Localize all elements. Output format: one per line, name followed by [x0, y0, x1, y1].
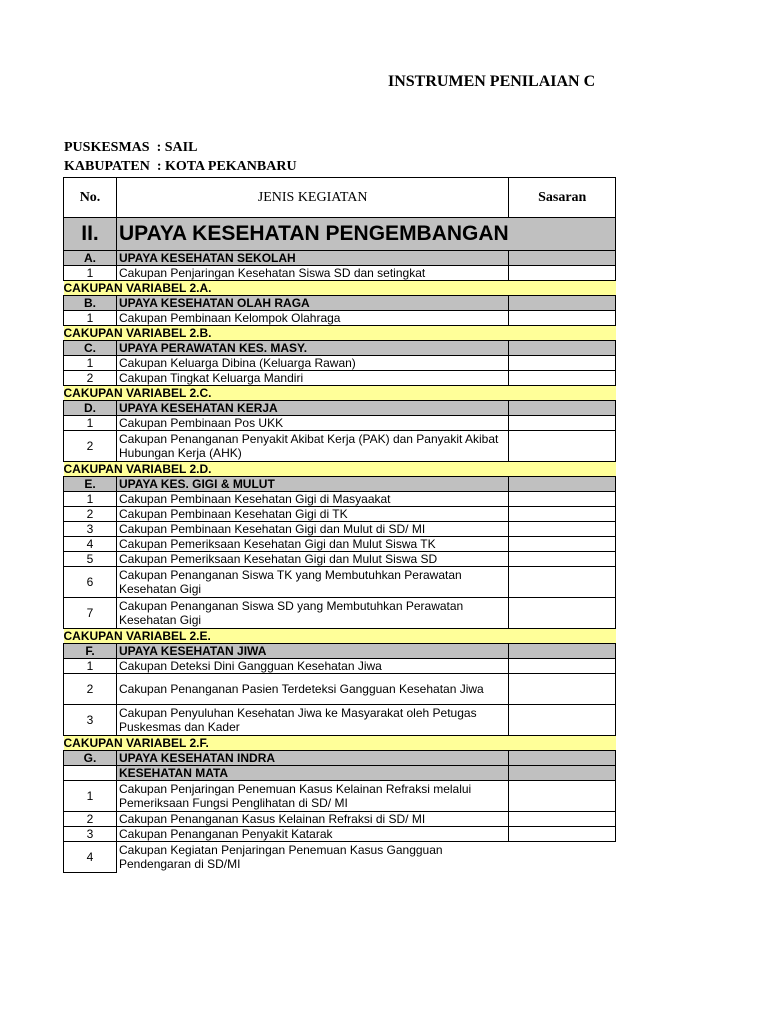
row-number: 2	[64, 674, 117, 705]
cakupan-variabel-label: CAKUPAN VARIABEL 2.D.	[64, 462, 616, 477]
sasaran-cell	[509, 477, 616, 492]
sasaran-cell	[509, 296, 616, 311]
activity-row	[64, 356, 616, 371]
group-header-row	[64, 644, 616, 659]
sasaran-cell	[509, 401, 616, 416]
activity-name: Cakupan Penanganan Siswa TK yang Membutuhkan Perawatan Kesehatan Gigi	[117, 567, 509, 598]
sasaran-cell	[509, 812, 616, 827]
activity-name: Cakupan Pembinaan Kelompok Olahraga	[117, 311, 509, 326]
row-number: 3	[64, 705, 117, 736]
activity-name: Cakupan Penjaringan Kesehatan Siswa SD dan setingkat	[117, 266, 509, 281]
activity-name: Cakupan Pemeriksaan Kesehatan Gigi dan Mulut Siswa TK	[117, 537, 509, 552]
row-number: 2	[64, 431, 117, 462]
sasaran-cell	[509, 644, 616, 659]
sasaran-cell	[509, 659, 616, 674]
row-number: 1	[64, 311, 117, 326]
activity-row	[64, 567, 616, 598]
row-number: E.	[64, 477, 117, 492]
activity-name: Cakupan Kegiatan Penjaringan Penemuan Kasus Gangguan Pendengaran di SD/MI	[119, 843, 443, 872]
group-header-row	[64, 401, 616, 416]
row-number: 1	[64, 781, 117, 812]
row-number: 3	[64, 522, 117, 537]
row-number: 1	[64, 492, 117, 507]
assessment-table-body	[64, 178, 616, 873]
sasaran-cell	[509, 522, 616, 537]
cakupan-variabel-label: CAKUPAN VARIABEL 2.F.	[64, 736, 616, 751]
cakupan-variabel-label: CAKUPAN VARIABEL 2.B.	[64, 326, 616, 341]
sasaran-cell	[509, 507, 616, 522]
activity-name: Cakupan Penanganan Penyakit Akibat Kerja (PAK) dan Panyakit Akibat Hubungan Kerja (AHK)	[117, 431, 509, 462]
activity-name: UPAYA KESEHATAN OLAH RAGA	[117, 296, 509, 311]
row-number	[64, 766, 117, 781]
activity-name: Cakupan Penjaringan Penemuan Kasus Kelainan Refraksi melalui Pemeriksaan Fungsi Penglihatan di SD/ MI	[117, 781, 509, 812]
row-number: G.	[64, 751, 117, 766]
sasaran-cell	[509, 492, 616, 507]
puskesmas-line: PUSKESMAS : SAIL	[64, 140, 198, 155]
activity-name: Cakupan Penanganan Penyakit Katarak	[117, 827, 509, 842]
activity-name: UPAYA KESEHATAN INDRA	[117, 751, 509, 766]
sasaran-cell	[509, 567, 616, 598]
activity-row	[64, 492, 616, 507]
activity-row	[64, 507, 616, 522]
sasaran-cell	[509, 598, 616, 629]
activity-name: Cakupan Pembinaan Kesehatan Gigi dan Mulut di SD/ MI	[117, 522, 509, 537]
cakupan-variabel-row	[64, 736, 616, 751]
cakupan-variabel-label: CAKUPAN VARIABEL 2.A.	[64, 281, 616, 296]
document-title: INSTRUMEN PENILAIAN C	[388, 73, 596, 90]
section-row	[64, 218, 616, 251]
row-number: 6	[64, 567, 117, 598]
section-sasaran-cell	[509, 218, 616, 251]
cakupan-variabel-row	[64, 281, 616, 296]
sasaran-cell	[509, 827, 616, 842]
row-number: 2	[64, 812, 117, 827]
row-number: C.	[64, 341, 117, 356]
activity-row	[64, 781, 616, 812]
sasaran-cell	[509, 537, 616, 552]
row-number: 1	[64, 356, 117, 371]
sasaran-cell	[509, 251, 616, 266]
row-number: 2	[64, 507, 117, 522]
table-header-row	[64, 178, 616, 218]
sasaran-cell	[509, 766, 616, 781]
assessment-table	[63, 177, 616, 873]
group-header-row	[64, 751, 616, 766]
activity-name: UPAYA KESEHATAN KERJA	[117, 401, 509, 416]
activity-name: UPAYA KESEHATAN SEKOLAH	[117, 251, 509, 266]
section-title: UPAYA KESEHATAN PENGEMBANGAN	[117, 218, 509, 251]
row-number: 5	[64, 552, 117, 567]
activity-row	[64, 311, 616, 326]
activity-row	[64, 674, 616, 705]
sasaran-cell	[509, 416, 616, 431]
row-number: F.	[64, 644, 117, 659]
activity-row	[64, 522, 616, 537]
sasaran-cell	[509, 311, 616, 326]
activity-name: UPAYA PERAWATAN KES. MASY.	[117, 341, 509, 356]
row-number: 1	[64, 659, 117, 674]
group-header-row	[64, 341, 616, 356]
activity-row	[64, 552, 616, 567]
row-number: 4	[64, 537, 117, 552]
row-number: A.	[64, 251, 117, 266]
activity-name: Cakupan Pembinaan Kesehatan Gigi di Masyaakat	[117, 492, 509, 507]
cakupan-variabel-row	[64, 629, 616, 644]
sasaran-cell	[509, 842, 616, 873]
group-header-row	[64, 477, 616, 492]
row-number: D.	[64, 401, 117, 416]
activity-name: UPAYA KES. GIGI & MULUT	[117, 477, 509, 492]
sasaran-cell	[509, 781, 616, 812]
activity-name: Cakupan Pembinaan Pos UKK	[117, 416, 509, 431]
sasaran-cell	[509, 751, 616, 766]
activity-name: Cakupan Pemeriksaan Kesehatan Gigi dan Mulut Siswa SD	[117, 552, 509, 567]
row-number: 2	[64, 371, 117, 386]
activity-name: Cakupan Penanganan Kasus Kelainan Refraksi di SD/ MI	[117, 812, 509, 827]
activity-row	[64, 659, 616, 674]
header-sasaran: Sasaran	[509, 178, 616, 218]
row-number: 7	[64, 598, 117, 629]
cakupan-variabel-label: CAKUPAN VARIABEL 2.C.	[64, 386, 616, 401]
group-header-row	[64, 296, 616, 311]
activity-name: Cakupan Penanganan Siswa SD yang Membutuhkan Perawatan Kesehatan Gigi	[117, 598, 509, 629]
sasaran-cell	[509, 552, 616, 567]
activity-row	[64, 598, 616, 629]
sasaran-cell	[509, 705, 616, 736]
header-jenis-kegiatan: JENIS KEGIATAN	[117, 178, 509, 218]
activity-name: Cakupan Keluarga Dibina (Keluarga Rawan)	[117, 356, 509, 371]
activity-row	[64, 705, 616, 736]
subgroup-header-row	[64, 766, 616, 781]
activity-name: Cakupan Pembinaan Kesehatan Gigi di TK	[117, 507, 509, 522]
cakupan-variabel-row	[64, 326, 616, 341]
row-number: 4	[64, 842, 117, 873]
activity-row	[64, 371, 616, 386]
activity-name: Cakupan Tingkat Keluarga Mandiri	[117, 371, 509, 386]
row-number: 1	[64, 416, 117, 431]
activity-name: Cakupan Penyuluhan Kesehatan Jiwa ke Masyarakat oleh Petugas Puskesmas dan Kader	[117, 705, 509, 736]
activity-name: Cakupan Deteksi Dini Gangguan Kesehatan Jiwa	[117, 659, 509, 674]
activity-row	[64, 431, 616, 462]
sasaran-cell	[509, 674, 616, 705]
activity-name: UPAYA KESEHATAN JIWA	[117, 644, 509, 659]
sasaran-cell	[509, 341, 616, 356]
row-number: 1	[64, 266, 117, 281]
group-header-row	[64, 251, 616, 266]
sasaran-cell	[509, 356, 616, 371]
activity-row	[64, 827, 616, 842]
kabupaten-line: KABUPATEN : KOTA PEKANBARU	[64, 159, 297, 174]
cakupan-variabel-row	[64, 386, 616, 401]
sasaran-cell	[509, 431, 616, 462]
row-number: B.	[64, 296, 117, 311]
activity-row	[64, 416, 616, 431]
cakupan-variabel-row	[64, 462, 616, 477]
sasaran-cell	[509, 371, 616, 386]
section-number: II.	[64, 218, 117, 251]
activity-row	[64, 842, 616, 873]
activity-row	[64, 266, 616, 281]
activity-row	[64, 537, 616, 552]
header-no: No.	[64, 178, 117, 218]
row-number: 3	[64, 827, 117, 842]
activity-name: Cakupan Penanganan Pasien Terdeteksi Gangguan Kesehatan Jiwa	[117, 674, 509, 705]
cakupan-variabel-label: CAKUPAN VARIABEL 2.E.	[64, 629, 616, 644]
activity-row	[64, 812, 616, 827]
activity-name: KESEHATAN MATA	[117, 766, 509, 781]
sasaran-cell	[509, 266, 616, 281]
